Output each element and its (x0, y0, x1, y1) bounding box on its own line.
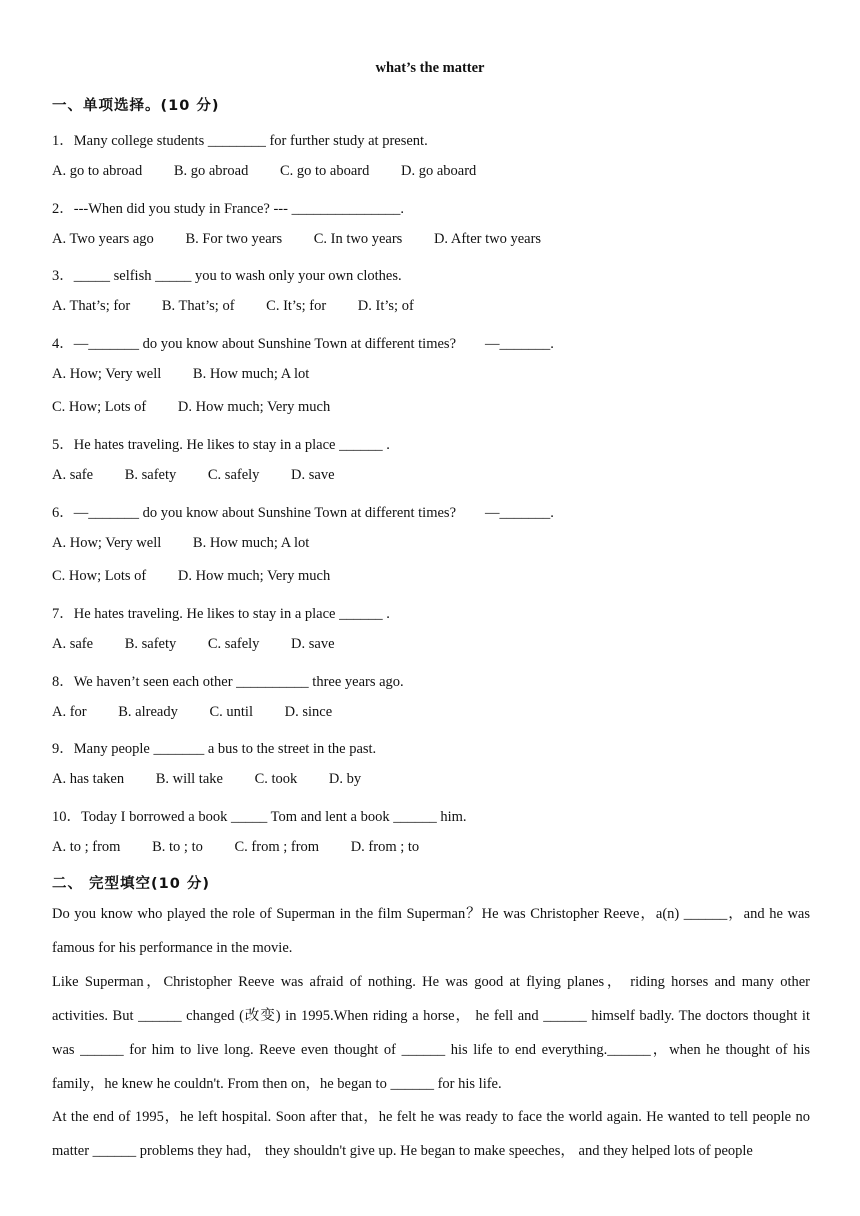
option-a: A. has taken (52, 771, 125, 787)
option-a: A. How; Very well (52, 366, 162, 382)
cloze-paragraph-3: At the end of 1995，he left hospital. Soon after that，he felt he was ready to face the world again. He wanted to tell people no matter ______ problems they had， they shouldn't give up. He began to make speeches， and they helped lots of people (52, 1109, 810, 1159)
option-c: C. It’s; for (266, 298, 327, 314)
option-b: B. safety (124, 636, 177, 652)
section-1-heading: 一、单项选择。(10 分) (52, 98, 220, 114)
option-c: C. safely (207, 636, 260, 652)
option-d: D. from ; to (350, 839, 420, 855)
question-1-options (52, 163, 504, 180)
document-title: what’s the matter (375, 60, 485, 76)
question-5: 5．He hates traveling. He likes to stay in a place ______ . (52, 437, 390, 453)
option-d: D. since (284, 704, 333, 720)
option-b: B. How much; A lot (192, 366, 310, 382)
question-10: 10．Today I borrowed a book _____ Tom and lent a book ______ him. (52, 809, 467, 825)
question-2: 2．---When did you study in France? --- _______________. (52, 201, 404, 217)
question-3-options (52, 298, 442, 315)
question-9: 9．Many people _______ a bus to the street in the past. (52, 741, 377, 757)
option-b: B. safety (124, 467, 177, 483)
option-a: A. go to abroad (52, 163, 143, 179)
question-5-options (52, 467, 363, 484)
question-7: 7．He hates traveling. He likes to stay in a place ______ . (52, 606, 390, 622)
question-9-options (52, 771, 389, 788)
question-4-options-row2 (52, 399, 358, 416)
option-d: D. After two years (433, 231, 542, 247)
option-a: A. safe (52, 467, 94, 483)
option-b: B. will take (155, 771, 223, 787)
question-2-options (52, 231, 569, 248)
option-b: B. For two years (185, 231, 283, 247)
question-4-options (52, 366, 337, 383)
option-a: A. safe (52, 636, 94, 652)
option-c: C. until (209, 704, 253, 720)
option-c: C. took (254, 771, 298, 787)
question-6: 6．—_______ do you know about Sunshine Town at different times? —_______. (52, 505, 554, 521)
option-c: C. How; Lots of (52, 568, 147, 584)
cloze-paragraph-1: Do you know who played the role of Superman in the film Superman？He was Christopher Reeve，a(n) ______，and he was famous for his performance in the movie. (52, 906, 810, 956)
option-d: D. by (328, 771, 362, 787)
option-d: D. It’s; of (357, 298, 414, 314)
option-c: C. from ; from (234, 839, 320, 855)
question-3: 3．_____ selfish _____ you to wash only your own clothes. (52, 268, 402, 284)
option-b: B. already (118, 704, 178, 720)
option-d: D. go aboard (400, 163, 477, 179)
option-b: B. to ; to (152, 839, 203, 855)
question-10-options (52, 839, 447, 856)
option-c: C. How; Lots of (52, 399, 147, 415)
option-a: A. for (52, 704, 87, 720)
cloze-paragraph-2: Like Superman，Christopher Reeve was afraid of nothing. He was good at flying planes， riding horses and many other activities. But ______ changed (改变) in 1995.When riding a horse， he fell and ______ himself badly. The doctors thought it was ______ for him to live long. Reeve even thought of ______ his life to end everything.______，when he thought of his family，he knew he couldn't. From then on，he began to ______ for his life. (52, 974, 810, 1092)
option-a: A. to ; from (52, 839, 121, 855)
option-c: C. safely (207, 467, 260, 483)
option-c: C. In two years (313, 231, 403, 247)
question-6-options (52, 535, 337, 552)
option-a: A. How; Very well (52, 535, 162, 551)
question-8: 8．We haven’t seen each other __________ three years ago. (52, 674, 404, 690)
option-d: D. How much; Very much (177, 568, 331, 584)
question-1: 1．Many college students ________ for further study at present. (52, 133, 428, 149)
option-d: D. save (291, 636, 335, 652)
option-d: D. save (291, 467, 335, 483)
option-d: D. How much; Very much (177, 399, 331, 415)
question-4: 4．—_______ do you know about Sunshine Town at different times? —_______. (52, 336, 554, 352)
option-a: A. Two years ago (52, 231, 154, 247)
option-b: B. That’s; of (161, 298, 235, 314)
option-a: A. That’s; for (52, 298, 131, 314)
option-b: B. go abroad (173, 163, 249, 179)
question-7-options (52, 636, 363, 653)
question-8-options (52, 704, 360, 721)
question-6-options-row2 (52, 568, 358, 585)
option-b: B. How much; A lot (192, 535, 310, 551)
section-2-heading: 二、 完型填空(10 分) (52, 876, 211, 892)
option-c: C. go to aboard (279, 163, 370, 179)
